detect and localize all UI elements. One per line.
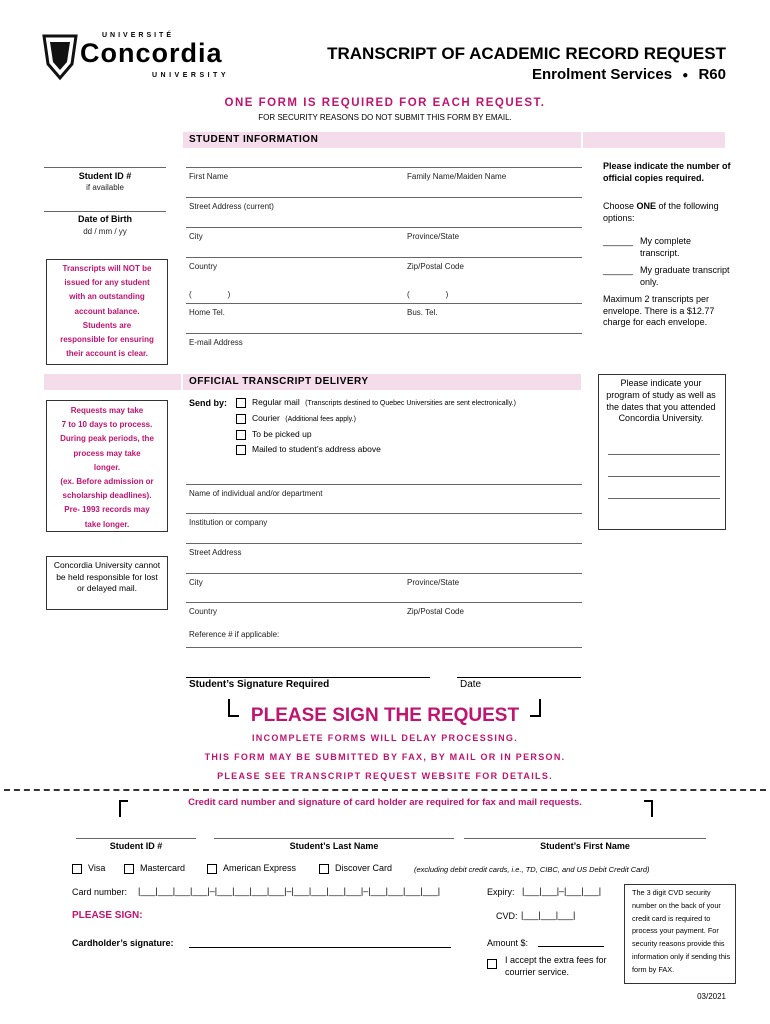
please-sign-label: PLEASE SIGN: (72, 910, 143, 921)
country-label: Country (189, 262, 218, 271)
card-mastercard[interactable]: Mastercard (124, 863, 185, 874)
department-name: Enrolment Services (532, 66, 673, 83)
form-subtitle (532, 66, 726, 83)
logo-top-text: UNIVERSITÉ (102, 32, 175, 39)
cardholder-signature-field[interactable] (189, 947, 451, 948)
cardholder-signature-label: Cardholder’s signature: (72, 938, 174, 948)
card-discover[interactable]: Discover Card (319, 863, 392, 874)
card-visa[interactable]: Visa (72, 863, 105, 874)
dob-format: dd / mm / yy (83, 227, 127, 236)
reference-label: Reference # if applicable: (189, 630, 280, 639)
fax-notice: THIS FORM MAY BE SUBMITTED BY FAX, BY MAIL OR IN PERSON. (204, 752, 566, 762)
student-id-hint: if available (86, 183, 124, 192)
family-name-label: Family Name/Maiden Name (407, 172, 507, 181)
city-label: City (189, 232, 203, 241)
delivery-province-label: Province/State (407, 578, 460, 587)
card-amex[interactable]: American Express (207, 863, 296, 874)
concordia-shield-icon (42, 32, 78, 82)
mastercard-checkbox[interactable] (124, 864, 134, 874)
processing-text: Requests may take 7 to 10 days to process. During peak periods, the process may take longer. (ex. Before admission or scholarship deadlines). Pre- 1993 records may take longer. (60, 406, 154, 529)
send-by-label: Send by: (189, 398, 228, 408)
amex-checkbox[interactable] (207, 864, 217, 874)
logo-bottom-text: UNIVERSITY (152, 72, 230, 79)
delivery-heading: OFFICIAL TRANSCRIPT DELIVERY (189, 376, 369, 387)
accept-fees-checkbox[interactable] (487, 959, 497, 969)
cvd-info-text: The 3 digit CVD security number on the back of your credit card is required to process your payment. For security reasons provide this information only if sending this form by FAX. (632, 888, 731, 974)
expiry-field[interactable]: |___|___|–|___|___| (522, 886, 602, 896)
student-id-label: Student ID # (78, 171, 132, 181)
complete-copies-blank[interactable]: ______ (603, 236, 634, 246)
cvd-label: CVD: (496, 911, 518, 921)
logo-name: Concordia (80, 38, 223, 68)
choose-one-text: Choose ONE of the following options: (603, 201, 719, 223)
province-label: Province/State (407, 232, 460, 241)
credit-card-notice: Credit card number and signature of card holder are required for fax and mail requests. (188, 797, 582, 808)
option-pickup[interactable]: To be picked up (236, 429, 312, 440)
name-field-area[interactable] (186, 183, 582, 196)
delivery-band-left (44, 374, 181, 390)
visa-checkbox[interactable] (72, 864, 82, 874)
bullet-icon: ● (682, 69, 689, 81)
student-info-band-right (583, 132, 725, 148)
bus-tel-label: Bus. Tel. (407, 308, 438, 317)
pickup-checkbox[interactable] (236, 430, 246, 440)
one-form-notice: ONE FORM IS REQUIRED FOR EACH REQUEST. (224, 97, 546, 109)
option-mailed[interactable]: Mailed to student’s address above (236, 444, 381, 455)
security-notice: FOR SECURITY REASONS DO NOT SUBMIT THIS FORM BY EMAIL. (258, 113, 512, 122)
home-tel-label: Home Tel. (189, 308, 225, 317)
card-number-label: Card number: (72, 887, 128, 897)
payment-first-name-label: Student’s First Name (540, 841, 630, 851)
form-code: R60 (698, 66, 726, 83)
mailed-checkbox[interactable] (236, 445, 246, 455)
form-version-date: 03/2021 (697, 992, 726, 1001)
delivery-zip-label: Zip/Postal Code (407, 607, 464, 616)
delivery-country-label: Country (189, 607, 218, 616)
graduate-copies-blank[interactable]: ______ (603, 265, 634, 275)
liability-text: Concordia University cannot be held responsible for lost or delayed mail. (53, 560, 161, 593)
corner-bracket-right-icon (529, 699, 543, 719)
delivery-band (183, 374, 581, 390)
student-info-heading: STUDENT INFORMATION (189, 134, 319, 145)
student-signature-label: Student’s Signature Required (189, 679, 330, 690)
card-exclusion-note: (excluding debit credit cards, i.e., TD, CIBC, and US Debit Credit Card) (414, 865, 650, 874)
dob-label: Date of Birth (78, 214, 132, 224)
please-sign-request: PLEASE SIGN THE REQUEST (250, 705, 520, 726)
envelope-note: Maximum 2 transcripts per envelope. There is a $12.77 charge for each envelope. (603, 294, 715, 327)
regular-mail-checkbox[interactable] (236, 398, 246, 408)
website-notice: PLEASE SEE TRANSCRIPT REQUEST WEBSITE FOR DETAILS. (217, 771, 553, 781)
accept-fees-option[interactable]: I accept the extra fees for courrier service. (487, 955, 609, 978)
delivery-city-label: City (189, 578, 203, 587)
discover-checkbox[interactable] (319, 864, 329, 874)
option-courier[interactable]: Courier (Additional fees apply.) (236, 413, 356, 424)
date-label: Date (460, 679, 482, 690)
name-dept-label: Name of individual and/or department (189, 489, 323, 498)
email-label: E-mail Address (189, 338, 243, 347)
expiry-label: Expiry: (487, 887, 515, 897)
institution-label: Institution or company (189, 518, 268, 527)
card-number-field[interactable]: |___|___|___|___|–|___|___|___|___|–|___|___|___|___|–|___|___|___|___| (138, 886, 441, 896)
cvd-field[interactable]: |___|___|___| (521, 910, 576, 920)
payment-bracket-right-icon (644, 799, 654, 817)
first-name-label: First Name (189, 172, 229, 181)
balance-warning-text: Transcripts will NOT be issued for any student with an outstanding account balance. Students are responsible for ensuring their account is clear. (60, 264, 154, 359)
cut-line (4, 789, 766, 791)
copies-heading: Please indicate the number of official copies required. (603, 161, 731, 183)
bus-tel-area-code: ( ) (407, 290, 449, 299)
incomplete-notice: INCOMPLETE FORMS WILL DELAY PROCESSING. (251, 733, 519, 743)
form-title: TRANSCRIPT OF ACADEMIC RECORD REQUEST (327, 44, 726, 63)
amount-label: Amount $: (487, 938, 529, 948)
copies-option-graduate[interactable]: ______ My graduate transcript only. (603, 265, 730, 287)
payment-student-id-label: Student ID # (109, 841, 163, 851)
payment-last-name-label: Student’s Last Name (289, 841, 379, 851)
option-regular-mail[interactable]: Regular mail (Transcripts destined to Quebec Universities are sent electronically.) (236, 397, 516, 408)
home-tel-area-code: ( ) (189, 290, 231, 299)
program-note-text: Please indicate your program of study as well as the dates that you attended Concordia University. (606, 378, 716, 424)
copies-option-complete[interactable]: ______ My complete transcript. (603, 236, 692, 258)
logo (40, 30, 240, 85)
street-label: Street Address (current) (189, 202, 274, 211)
zip-label: Zip/Postal Code (407, 262, 464, 271)
courier-checkbox[interactable] (236, 414, 246, 424)
student-info-band (183, 132, 581, 148)
amount-field[interactable] (538, 946, 604, 947)
delivery-street-label: Street Address (189, 548, 242, 557)
